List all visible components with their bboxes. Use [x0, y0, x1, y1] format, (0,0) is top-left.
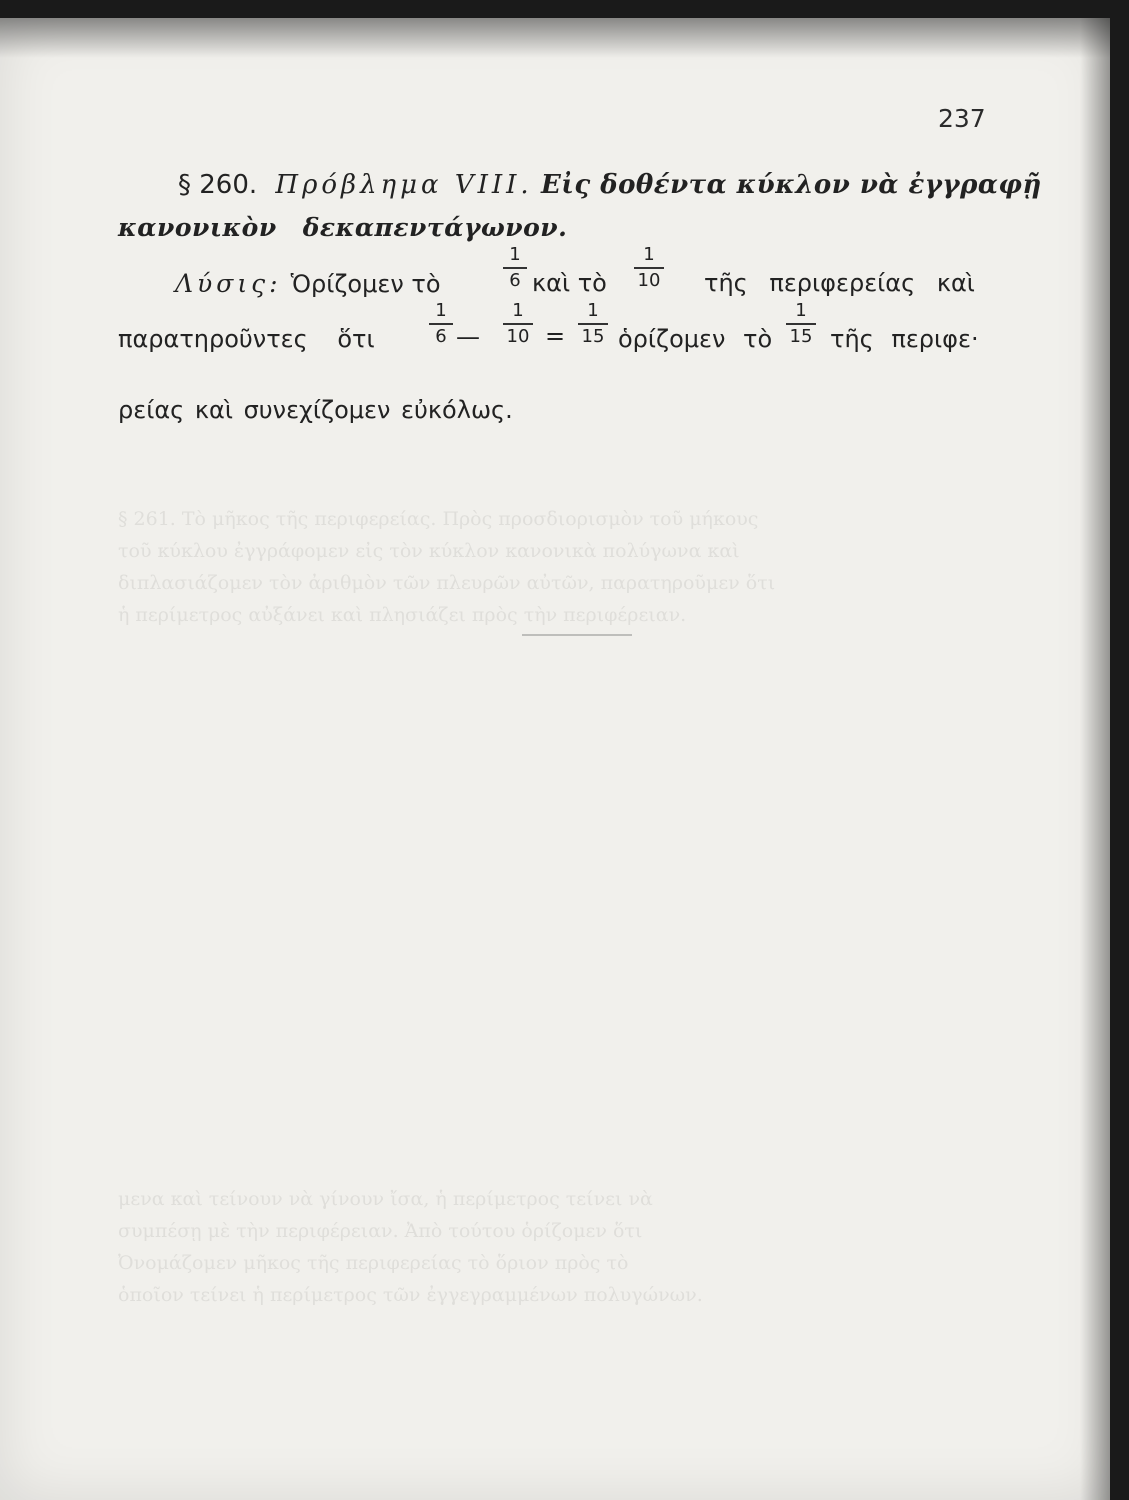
bleed-through-line: διπλασιάζομεν τὸν ἀριθμὸν τῶν πλευρῶν αὐτῶν, παρατηροῦμεν ὅτι	[118, 572, 776, 594]
fraction-denominator: 15	[789, 326, 813, 347]
top-shadow	[0, 18, 1110, 58]
bleed-through-line: Ὀνομάζομεν μῆκος τῆς περιφερείας τὸ ὅριον πρὸς τὸ	[118, 1252, 629, 1274]
fraction-numerator: 1	[512, 300, 524, 321]
problem-title-part2a: κανονικὸν	[118, 213, 277, 242]
minus-sign: —	[456, 323, 480, 351]
bleed-through-line: § 261. Τὸ μῆκος τῆς περιφερείας. Πρὸς προσδιορισμὸν τοῦ μήκους	[118, 508, 759, 530]
fraction-bar	[634, 267, 664, 269]
fraction-one-tenth-b	[503, 300, 533, 348]
section-number: § 260.	[178, 170, 258, 200]
fraction-numerator: 1	[643, 244, 655, 265]
fraction-numerator: 1	[587, 300, 599, 321]
fraction-denominator: 10	[637, 270, 661, 291]
solution-text-1: Ὁρίζομεν τὸ	[290, 270, 441, 298]
fraction-bar	[503, 267, 527, 269]
bleed-through-line: ὁποῖον τείνει ἡ περίμετρος τῶν ἐγγεγραμμένων πολυγώνων.	[118, 1284, 703, 1306]
fraction-one-tenth	[634, 244, 664, 292]
fraction-denominator: 6	[509, 270, 521, 291]
book-page	[0, 18, 1110, 1500]
solution-text-5: ὁρίζομεν τὸ	[618, 325, 773, 353]
solution-label: Λύσις:	[175, 269, 282, 298]
solution-text-7: ρείας καὶ συνεχίζομεν εὐκόλως.	[118, 396, 513, 424]
solution-text-4: παρατηροῦντες ὅτι	[118, 325, 375, 353]
problem-title-part1: Εἰς δοθέντα κύκλον νὰ ἐγγραφῇ	[540, 170, 1042, 200]
problem-heading	[178, 170, 1042, 200]
fraction-denominator: 15	[581, 326, 605, 347]
fraction-bar	[786, 323, 816, 325]
bleed-through-line: ἡ περίμετρος αὐξάνει καὶ πλησιάζει πρὸς τὴν περιφέρειαν.	[118, 604, 687, 626]
fraction-one-fifteenth-b	[786, 300, 816, 348]
fraction-numerator: 1	[509, 244, 521, 265]
bleed-through-line: μενα καὶ τείνουν νὰ γίνουν ἴσα, ἡ περίμετρος τείνει νὰ	[118, 1188, 653, 1210]
problem-heading-continued	[118, 213, 567, 242]
fraction-denominator: 6	[435, 326, 447, 347]
bleed-through-line: συμπέσῃ μὲ τὴν περιφέρειαν. Ἀπὸ τούτου ὁρίζομεν ὅτι	[118, 1220, 643, 1242]
fraction-bar	[429, 323, 453, 325]
bleed-through-line: τοῦ κύκλου ἐγγράφομεν εἰς τὸν κύκλον κανονικὰ πολύγωνα καὶ	[118, 540, 740, 562]
fraction-denominator: 10	[506, 326, 530, 347]
problem-title-part2b: δεκαπεντάγωνον.	[302, 213, 568, 242]
fraction-bar	[503, 323, 533, 325]
fraction-one-sixth-b	[429, 300, 453, 348]
fraction-one-fifteenth	[578, 300, 608, 348]
page-edge-shadow	[1080, 18, 1110, 1500]
bleed-through-rule	[522, 634, 632, 636]
equals-sign: =	[545, 322, 566, 350]
problem-label: Πρόβλημα VIII.	[275, 170, 533, 200]
solution-text-3: τῆς περιφερείας καὶ	[704, 269, 975, 297]
solution-text-6: τῆς περιφε·	[830, 325, 979, 353]
fraction-bar	[578, 323, 608, 325]
fraction-numerator: 1	[795, 300, 807, 321]
fraction-numerator: 1	[435, 300, 447, 321]
solution-label-line	[175, 269, 441, 298]
fraction-one-sixth	[503, 244, 527, 292]
page-number: 237	[938, 104, 986, 133]
solution-text-2: καὶ τὸ	[532, 269, 607, 297]
